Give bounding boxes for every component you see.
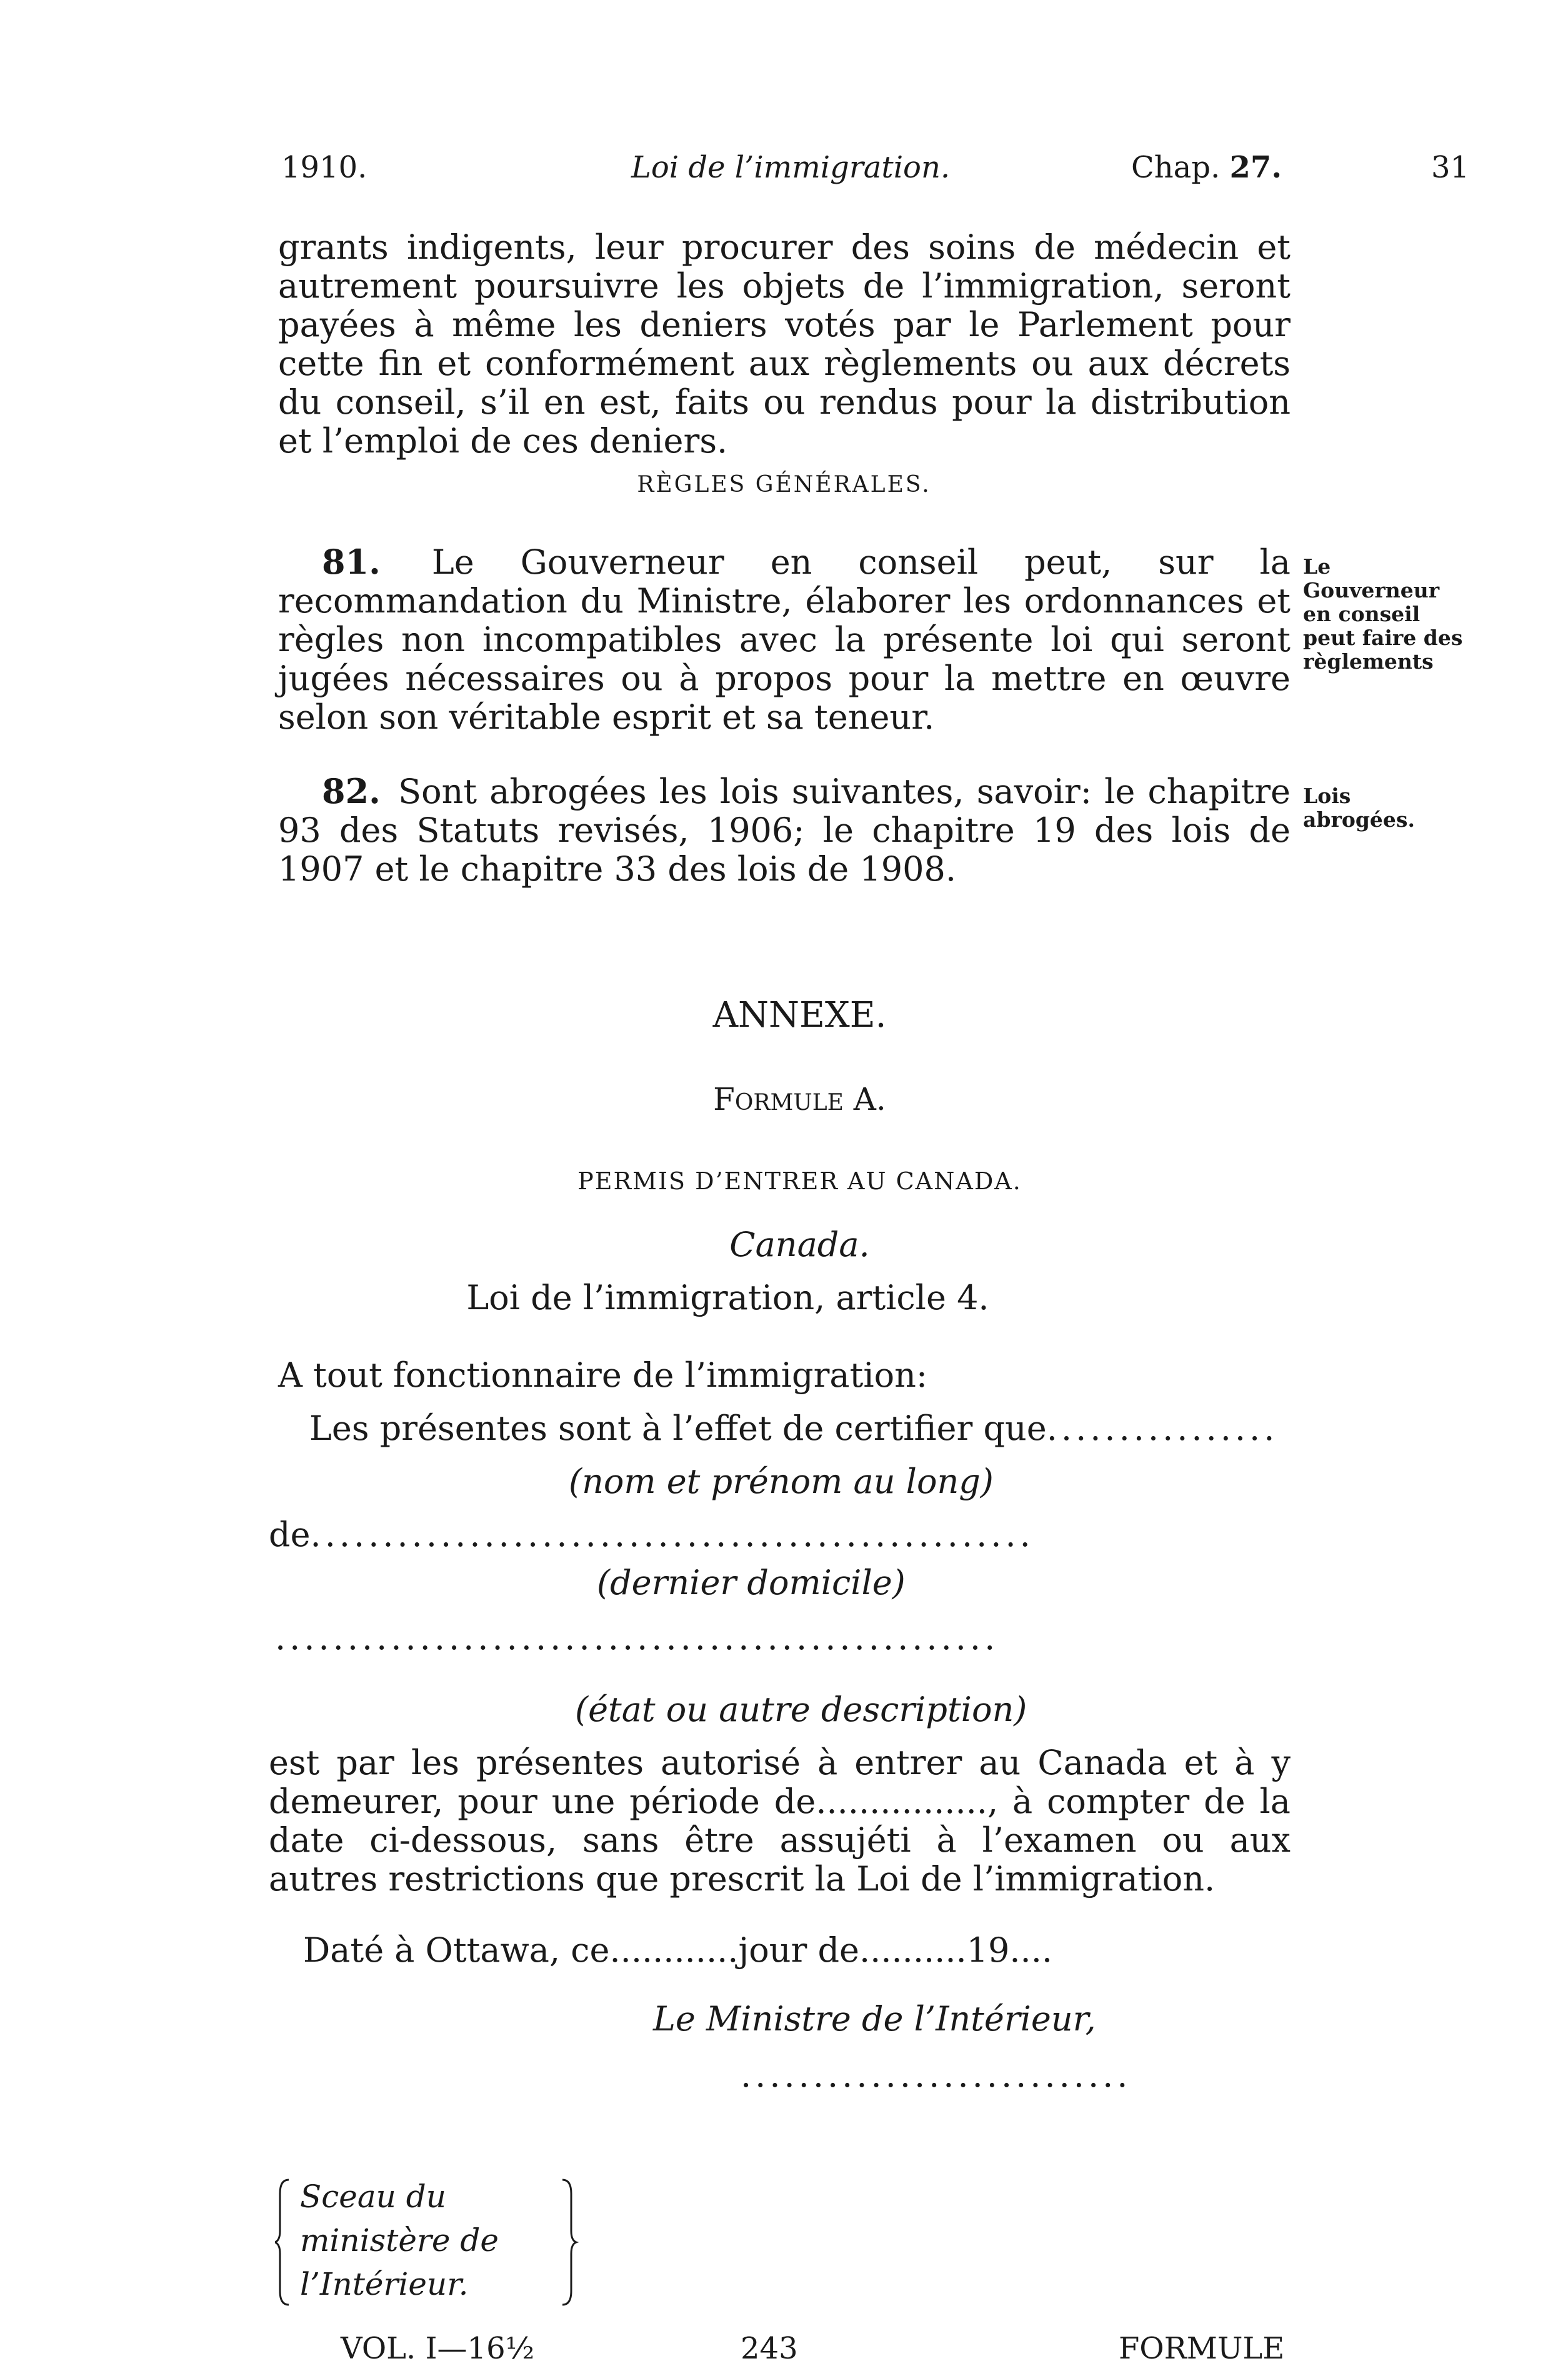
- header-chapter-number: 27.: [1229, 150, 1282, 185]
- name-caption: (nom et prénom au long): [569, 1462, 994, 1501]
- form-address: A tout fonctionnaire de l’immigration:: [278, 1355, 928, 1395]
- form-blank-dots: ..................................................: [275, 1618, 999, 1657]
- section-82-number: 82.: [322, 771, 381, 811]
- form-date-line: Daté à Ottawa, ce............jour de..........19....: [303, 1930, 1053, 1970]
- formule-letter: A.: [853, 1081, 886, 1117]
- annexe-title: ANNEXE.: [712, 995, 887, 1036]
- canada-heading: Canada.: [729, 1225, 870, 1264]
- seal-line-1: Sceau du: [300, 2179, 446, 2215]
- right-brace-icon: [562, 2180, 576, 2305]
- footer-volume: VOL. I—16½: [341, 2331, 535, 2366]
- signature-dots: ...........................: [741, 2055, 1132, 2095]
- margin-note-82: Lois abrogées.: [1303, 784, 1415, 832]
- section-81: [278, 542, 1291, 737]
- margin-note-81: Le Gouverneur en conseil peut faire des règlements: [1303, 554, 1463, 674]
- loi-article: Loi de l’immigration, article 4.: [466, 1278, 989, 1317]
- seal-line-2: ministère de: [300, 2222, 499, 2259]
- intro-paragraph: grants indigents, leur procurer des soins de médecin et autrement poursuivre les objets de l’immigration, seront payées à même les deniers votés par le Parlement pour cette fin et conformément aux règlements ou aux décrets du conseil, s’il en est, faits ou rendus pour la distribution et l’emploi de ces deniers.: [278, 227, 1291, 461]
- form-de-line: [269, 1515, 1034, 1554]
- domicile-caption: (dernier domicile): [597, 1563, 906, 1602]
- formule-rest: ORMULE: [734, 1090, 844, 1116]
- form-de-label: de: [269, 1515, 311, 1554]
- minister-title: Le Ministre de l’Intérieur,: [653, 1999, 1096, 2039]
- form-authorization: est par les présentes autorisé à entrer au Canada et à y demeurer, pour une période de................, à compter de la date ci-dessous, sans être assujéti à l’examen ou aux autres restrictions que prescrit la Loi de l’immigration.: [269, 1743, 1291, 1899]
- left-brace-icon: [275, 2180, 289, 2305]
- signature-line: [741, 2056, 1131, 2095]
- header-chapter-prefix: Chap.: [1131, 150, 1221, 185]
- form-de-dots: ..................................................: [310, 1515, 1034, 1554]
- header-year: 1910.: [281, 150, 367, 185]
- form-certify-text: Les présentes sont à l’effet de certifier que: [309, 1409, 1047, 1448]
- section-81-text: Le Gouverneur en conseil peut, sur la recommandation du Ministre, élaborer les ordonnances et règles non incompatibles avec la présente loi qui seront jugées nécessaires ou à propos pour la mettre en œuvre selon son véritable esprit et sa teneur.: [278, 542, 1291, 737]
- footer-catchword: FORMULE: [1119, 2331, 1285, 2366]
- section-82: [278, 772, 1291, 889]
- header-title: Loi de l’immigration.: [631, 150, 951, 185]
- general-rules-heading: RÈGLES GÉNÉRALES.: [637, 472, 931, 497]
- page-number: 31: [1431, 150, 1470, 185]
- seal-block: [275, 2175, 587, 2309]
- permis-heading: PERMIS D’ENTRER AU CANADA.: [577, 1167, 1022, 1195]
- footer-number: 243: [741, 2331, 798, 2366]
- seal-text: [300, 2175, 499, 2306]
- form-certify-dots: ................: [1046, 1409, 1279, 1448]
- section-82-text: Sont abrogées les lois suivantes, savoir: le chapitre 93 des Statuts revisés, 1906; le chapitre 19 des lois de 1907 et le chapitre 33 des lois de 1908.: [278, 772, 1291, 889]
- formule-title: [16, 1081, 1568, 1117]
- section-81-number: 81.: [322, 542, 381, 582]
- header-chapter: [1131, 150, 1282, 185]
- seal-line-3: l’Intérieur.: [300, 2266, 469, 2302]
- formule-first-letter: F: [713, 1081, 735, 1117]
- form-blank-line: [275, 1619, 999, 1657]
- etat-caption: (état ou autre description): [575, 1690, 1027, 1729]
- form-certify: [309, 1409, 1278, 1448]
